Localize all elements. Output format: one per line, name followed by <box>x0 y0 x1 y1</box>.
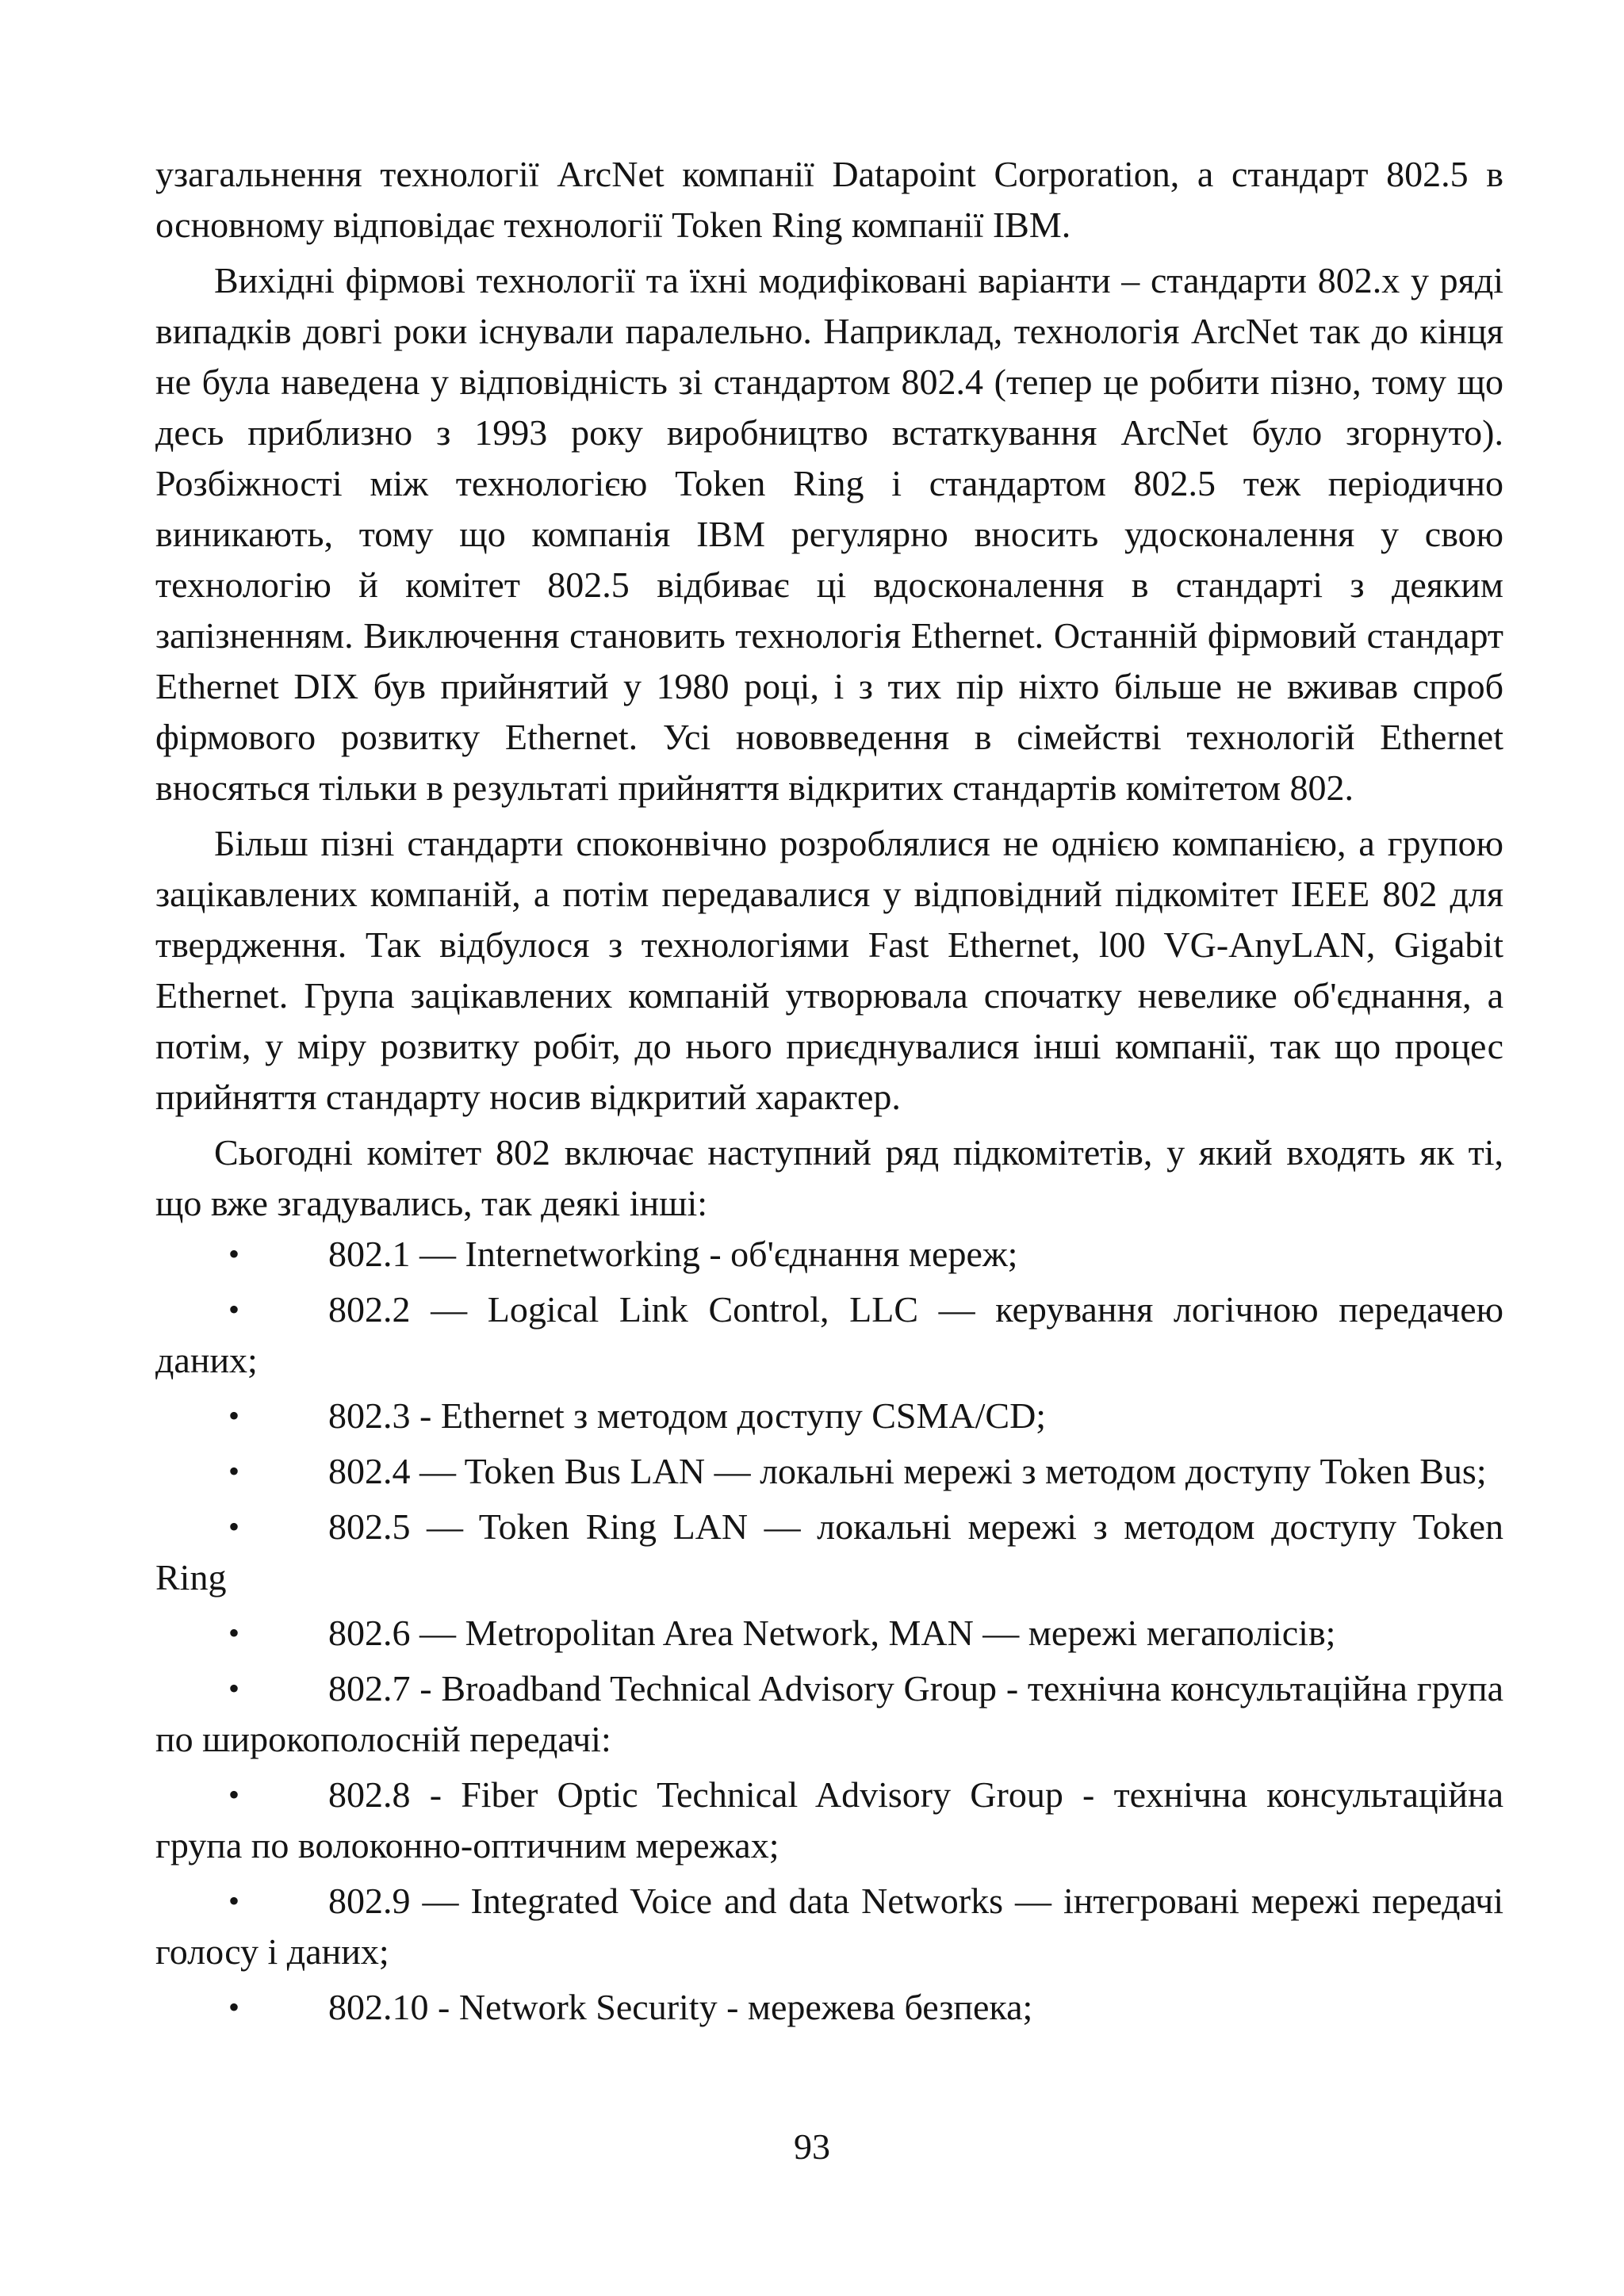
list-item-text: 802.9 — Integrated Voice and data Networks — інтегровані мережі передачі голосу і даних; <box>155 1881 1503 1972</box>
subcommittee-list <box>155 1229 1503 2033</box>
bullet-icon: • <box>228 1883 240 1919</box>
bullet-icon: • <box>228 1615 240 1651</box>
list-item-text: 802.6 — Metropolitan Area Network, MAN — мережі мегаполісів; <box>328 1613 1336 1653</box>
list-item <box>155 1446 1503 1497</box>
list-item <box>155 1608 1503 1659</box>
paragraph-firm-technologies: Вихідні фірмові технології та їхні модифіковані варіанти – стандарти 802.x у ряді випадків довгі роки існували паралельно. Наприклад, технологія ArcNet так до кінця не була наведена у відповідність зі стандартом 802.4 (тепер це робити пізно, тому що десь приблизно з 1993 року виробництво встаткування ArcNet було згорнуто). Розбіжності між технологією Token Ring і стандартом 802.5 теж періодично виникають, тому що компанія IBM регулярно вносить удосконалення у свою технологію й комітет 802.5 відбиває ці вдосконалення в стандарті з деяким запізненням. Виключення становить технологія Ethernet. Останній фірмовий стандарт Ethernet DIX був прийнятий у 1980 році, і з тих пір ніхто більше не вживав спроб фірмового розвитку Ethernet. Усі нововведення в сімействі технологій Ethernet вносяться тільки в результаті прийняття відкритих стандартів комітетом 802. <box>155 260 1503 808</box>
page-body <box>155 149 1503 2033</box>
list-item <box>155 1391 1503 1441</box>
list-item <box>155 1502 1503 1603</box>
bullet-icon: • <box>228 1398 240 1433</box>
list-item <box>155 1770 1503 1871</box>
list-item-text: 802.8 - Fiber Optic Technical Advisory Group - технічна консультаційна група по волоконно-оптичним мережах; <box>155 1774 1503 1866</box>
list-item-text: 802.3 - Ethernet з методом доступу CSMA/CD; <box>328 1395 1047 1436</box>
bullet-icon: • <box>228 1236 240 1272</box>
list-item-text: 802.5 — Token Ring LAN — локальні мережі з методом доступу Token Ring <box>155 1506 1503 1598</box>
list-item-text: 802.10 - Network Security - мережева безпека; <box>328 1987 1033 2027</box>
bullet-icon: • <box>228 1670 240 1706</box>
bullet-icon: • <box>228 1292 240 1327</box>
list-item-text: 802.7 - Broadband Technical Advisory Group - технічна консультаційна група по широкополосній передачі: <box>155 1668 1503 1759</box>
list-item <box>155 1876 1503 1977</box>
bullet-icon: • <box>228 1989 240 2025</box>
paragraph-subcommittees-intro: Сьогодні комітет 802 включає наступний ряд підкомітетів, у який входять як ті, що вже згадувались, так деякі інші: <box>155 1132 1503 1223</box>
page-number: 93 <box>794 2126 830 2167</box>
list-item-text: 802.2 — Logical Link Control, LLC — керування логічною передачею даних; <box>155 1289 1503 1380</box>
list-item <box>155 1284 1503 1386</box>
list-item <box>155 1663 1503 1765</box>
bullet-icon: • <box>228 1509 240 1544</box>
list-item-text: 802.4 — Token Bus LAN — локальні мережі з методом доступу Token Bus; <box>328 1451 1487 1491</box>
paragraph-later-standards: Більш пізні стандарти споконвічно розроблялися не однією компанією, а групою зацікавлених компаній, а потім передавалися у відповідний підкомітет IEEE 802 для твердження. Так відбулося з технологіями Fast Ethernet, l00 VG-AnyLAN, Gigabit Ethernet. Група зацікавлених компаній утворювала спочатку невелике об'єднання, а потім, у міру розвитку робіт, до нього приєднувалися інші компанії, так що процес прийняття стандарту носив відкритий характер. <box>155 823 1503 1117</box>
paragraph-continuation: узагальнення технології ArcNet компанії Datapoint Corporation, а стандарт 802.5 в основному відповідає технології Token Ring компанії IBM. <box>155 154 1503 245</box>
list-item <box>155 1982 1503 2033</box>
bullet-icon: • <box>228 1453 240 1489</box>
list-item <box>155 1229 1503 1280</box>
bullet-icon: • <box>228 1777 240 1812</box>
list-item-text: 802.1 — Internetworking - об'єднання мереж; <box>328 1234 1018 1274</box>
